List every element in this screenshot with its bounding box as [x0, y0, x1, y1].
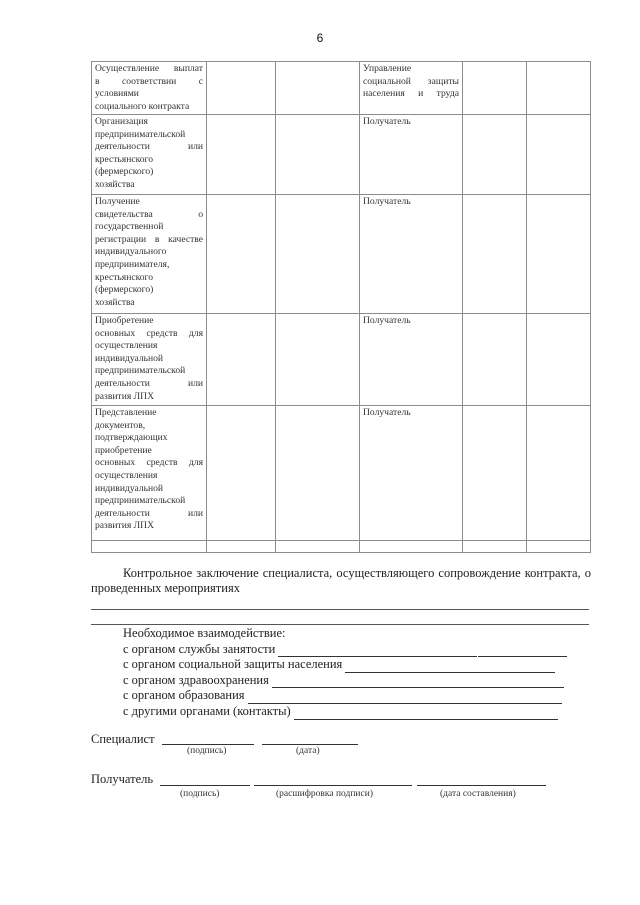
empty-cell[interactable] — [276, 115, 360, 195]
event-text-line: деятельности или — [95, 507, 203, 519]
specialist-signature-caption: (подпись) — [187, 746, 227, 756]
event-text-line: предпринимателя, — [95, 258, 170, 270]
event-cell — [92, 62, 207, 115]
empty-cell[interactable] — [463, 62, 527, 115]
event-text-line: деятельности или — [95, 377, 203, 389]
responsible-text-line: Получатель — [363, 315, 411, 326]
table-row — [92, 541, 591, 553]
conclusion-fill-line-1[interactable] — [91, 609, 589, 610]
education-fill-line[interactable] — [248, 692, 562, 704]
responsible-text-line: Получатель — [363, 407, 411, 418]
control-conclusion — [91, 566, 591, 596]
event-text-line: основных средств для — [95, 327, 203, 339]
empty-cell[interactable] — [360, 541, 463, 553]
table-row — [92, 195, 591, 314]
specialist-date-caption: (дата) — [296, 746, 320, 756]
event-text-line: индивидуальной — [95, 352, 164, 364]
event-text-line: регистрации в качестве — [95, 233, 203, 245]
specialist-signature-line[interactable] — [162, 744, 254, 745]
conclusion-fill-line-2[interactable] — [91, 624, 589, 625]
interaction-item-employment — [123, 642, 567, 658]
empty-cell[interactable] — [92, 541, 207, 553]
responsible-cell — [360, 115, 463, 195]
empty-cell[interactable] — [207, 541, 276, 553]
empty-cell[interactable] — [527, 195, 591, 314]
control-conclusion-text: Контрольное заключение специалиста, осуществляющего сопровождение контракта, о проведенных мероприятиях — [91, 566, 591, 595]
responsible-cell — [360, 314, 463, 406]
empty-cell[interactable] — [276, 406, 360, 541]
event-text-line: крестьянского — [95, 153, 154, 165]
event-text-line: подтверждающих — [95, 432, 168, 444]
empty-cell[interactable] — [276, 541, 360, 553]
event-text-line: Приобретение — [95, 315, 154, 326]
responsible-text-line: Управление — [363, 63, 412, 74]
interaction-title: Необходимое взаимодействие: — [123, 626, 286, 640]
responsible-text-line: населения и труда — [363, 88, 459, 100]
empty-cell[interactable] — [463, 541, 527, 553]
event-text-line: Организация — [95, 116, 148, 127]
empty-cell[interactable] — [276, 62, 360, 115]
empty-cell[interactable] — [527, 406, 591, 541]
interaction-item-label: с органом службы занятости — [123, 641, 276, 656]
activity-plan-table — [91, 61, 591, 553]
event-text-line: основных средств для — [95, 457, 203, 469]
table-row — [92, 314, 591, 406]
responsible-cell — [360, 195, 463, 314]
interaction-item-label: с органом здравоохранения — [123, 672, 269, 687]
empty-cell[interactable] — [276, 195, 360, 314]
event-text-line: (фермерского) — [95, 166, 154, 178]
interaction-section — [123, 626, 567, 720]
event-text-line: деятельности или — [95, 141, 203, 153]
event-text-line: развития ЛПХ — [95, 520, 155, 532]
event-text-line: Осуществление выплат — [95, 63, 203, 74]
responsible-cell — [360, 62, 463, 115]
event-cell — [92, 406, 207, 541]
event-text-line: документов, — [95, 419, 146, 431]
event-text-line: в соответствии с — [95, 75, 203, 87]
event-text-line: условиями — [95, 88, 139, 100]
interaction-item-health — [123, 673, 567, 689]
event-cell — [92, 195, 207, 314]
event-text-line: индивидуальной — [95, 482, 164, 494]
interaction-item-social — [123, 657, 567, 673]
table-row — [92, 115, 591, 195]
employment-fill-line-a[interactable] — [278, 645, 477, 657]
recipient-date-caption: (дата составления) — [440, 789, 516, 799]
page-number: 6 — [316, 31, 324, 45]
health-fill-line[interactable] — [272, 676, 564, 688]
event-text-line: социального контракта — [95, 100, 190, 112]
responsible-text-line: Получатель — [363, 196, 411, 207]
empty-cell[interactable] — [207, 62, 276, 115]
event-text-line: свидетельства о — [95, 208, 203, 220]
event-text-line: приобретение — [95, 444, 152, 456]
recipient-decoding-line[interactable] — [254, 785, 412, 786]
event-text-line: (фермерского) — [95, 284, 154, 296]
table-row — [92, 406, 591, 541]
empty-cell[interactable] — [463, 195, 527, 314]
social-fill-line[interactable] — [345, 661, 555, 673]
interaction-item-label: с другими органами (контакты) — [123, 703, 291, 718]
event-text-line: осуществления — [95, 340, 158, 352]
empty-cell[interactable] — [527, 62, 591, 115]
responsible-cell — [360, 406, 463, 541]
event-text-line: осуществления — [95, 469, 158, 481]
event-cell — [92, 314, 207, 406]
event-text-line: государственной — [95, 221, 164, 233]
event-text-line: развития ЛПХ — [95, 390, 155, 402]
recipient-label: Получатель — [91, 772, 154, 786]
recipient-date-line[interactable] — [417, 785, 546, 786]
event-text-line: Получение — [95, 196, 140, 207]
event-text-line: Представление — [95, 407, 157, 418]
recipient-signature-line[interactable] — [160, 785, 250, 786]
empty-cell[interactable] — [463, 115, 527, 195]
empty-cell[interactable] — [207, 115, 276, 195]
event-text-line: предпринимательской — [95, 495, 186, 507]
interaction-item-label: с органом образования — [123, 688, 245, 703]
interaction-item-other — [123, 704, 567, 720]
event-text-line: предпринимательской — [95, 365, 186, 377]
event-cell — [92, 115, 207, 195]
event-text-line: хозяйства — [95, 178, 135, 190]
responsible-text-line: социальной защиты — [363, 75, 459, 87]
responsible-text-line: Получатель — [363, 116, 411, 127]
event-text-line: крестьянского — [95, 271, 154, 283]
interaction-item-education — [123, 688, 567, 704]
empty-cell[interactable] — [527, 541, 591, 553]
event-text-line: индивидуального — [95, 246, 167, 258]
empty-cell[interactable] — [527, 115, 591, 195]
empty-cell[interactable] — [463, 314, 527, 406]
event-text-line: предпринимательской — [95, 128, 186, 140]
table-row — [92, 62, 591, 115]
other-fill-line[interactable] — [294, 708, 558, 720]
empty-cell[interactable] — [207, 195, 276, 314]
empty-cell[interactable] — [276, 314, 360, 406]
empty-cell[interactable] — [207, 314, 276, 406]
specialist-label: Специалист — [91, 732, 155, 746]
recipient-signature-caption: (подпись) — [180, 789, 220, 799]
recipient-decoding-caption: (расшифровка подписи) — [276, 789, 373, 799]
empty-cell[interactable] — [463, 406, 527, 541]
employment-fill-line-b[interactable] — [478, 645, 567, 657]
empty-cell[interactable] — [527, 314, 591, 406]
empty-cell[interactable] — [207, 406, 276, 541]
interaction-item-label: с органом социальной защиты населения — [123, 657, 343, 672]
specialist-date-line[interactable] — [262, 744, 358, 745]
event-text-line: хозяйства — [95, 296, 135, 308]
